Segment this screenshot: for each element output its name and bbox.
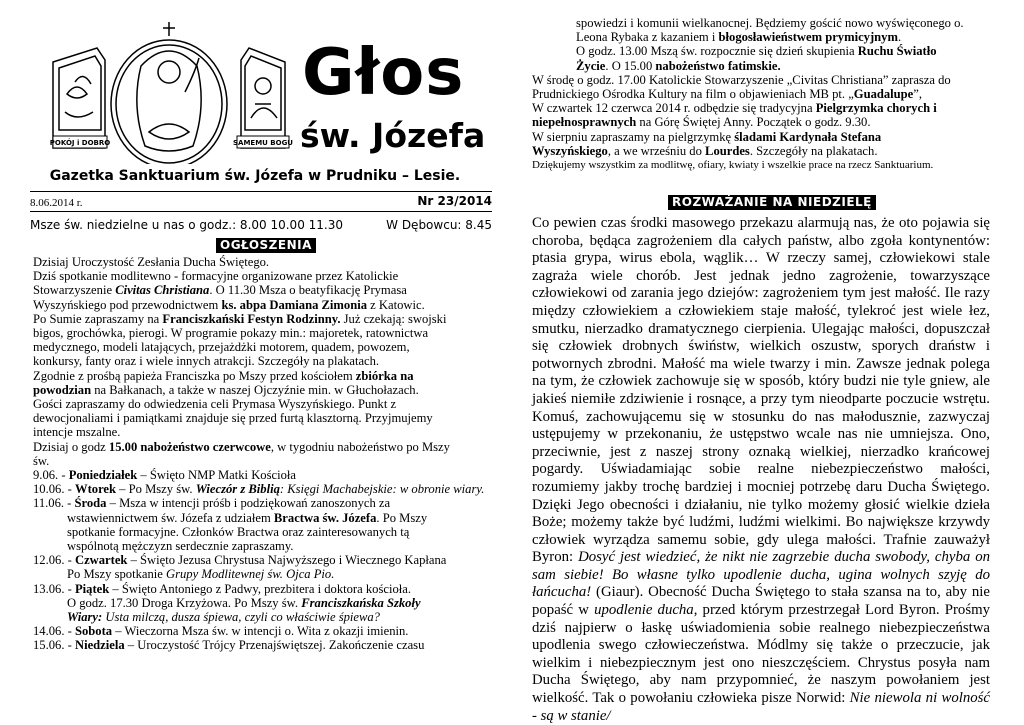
ann-line: medycznego, modeli latających, przejażdżki motorem, quadem, powozem, <box>33 340 410 355</box>
schedule-cont: wstawiennictwem św. Józefa z udziałem Bractwa św. Józefa. Po Mszy <box>67 510 428 525</box>
schedule-item: 9.06. - Poniedziałek – Święto NMP Matki Kościoła <box>33 468 296 483</box>
schedule-cont: wspólnotą mężczyzn serdecznie zapraszamy. <box>67 539 294 554</box>
subtitle: Gazetka Sanktuarium św. Józefa w Prudniku – Lesie. <box>49 168 461 184</box>
announcements-header: OGŁOSZENIA <box>216 238 316 253</box>
ann-line: Prudnickiego Ośrodka Kultury na film o objawieniach MB pt. „Guadalupe”, <box>532 87 923 102</box>
ann-line: Gości zapraszamy do odwiedzenia celi Prymasa Wyszyńskiego. Punkt z <box>33 397 397 412</box>
ann-line: Po Sumie zapraszamy na Franciszkański Festyn Rodzinny. Już czekają: swojski <box>33 311 447 326</box>
ann-line: O godz. 13.00 Mszą św. rozpocznie się dzień skupienia Ruchu Światło <box>576 44 937 59</box>
schedule-cont: Wiary: Usta milczą, dusza śpiewa, czyli co właściwie śpiewa? <box>67 610 380 625</box>
schedule-cont: O godz. 17.30 Droga Krzyżowa. Po Mszy św. Franciszkańska Szkoły <box>67 595 421 610</box>
title-sw-jozefa: św. Józefa <box>300 116 486 155</box>
ann-line: spowiedzi i komunii wielkanocnej. Będziemy gościć nowo wyświęconego o. <box>576 16 964 30</box>
ann-line: Wyszyńskiego pod przewodnictwem ks. abpa Damiana Zimonia z Katowic. <box>33 297 425 312</box>
schedule-item: 14.06. - Sobota – Wieczorna Msza św. w intencji o. Wita z okazji imienin. <box>33 624 409 639</box>
logo-text-left: POKÓJ i DOBRO <box>49 139 111 147</box>
ann-line: intencje mszalne. <box>33 425 121 440</box>
sanctuary-logo <box>45 22 293 164</box>
divider-top <box>30 191 492 192</box>
schedule-item: 15.06. - Niedziela – Uroczystość Trójcy Przenajświętszej. Zakończenie czasu <box>33 638 425 653</box>
title-glos: Głos <box>302 36 465 110</box>
ann-line: dewocjonaliami i pamiątkami znajduje się przed furtą klasztorną. Przyjmujemy <box>33 411 433 426</box>
ann-line: niepełnosprawnych na Górę Świętej Anny. Początek o godz. 9.30. <box>532 115 871 130</box>
schedule-item: 13.06. - Piątek – Święto Antoniego z Padwy, prezbitera i doktora kościoła. <box>33 581 411 596</box>
ann-line: Dziś spotkanie modlitewno - formacyjne organizowane przez Katolickie <box>33 269 399 284</box>
schedule-cont: spotkanie formacyjne. Członków Bractwa oraz zainteresowanych tą <box>67 524 410 539</box>
ann-line: Zgodnie z prośbą papieża Franciszka po Mszy przed kościołem zbiórka na <box>33 368 414 383</box>
schedule-item: 11.06. - Środa – Msza w intencji próśb i podziękowań zanoszonych za <box>33 496 391 511</box>
thanks-line: Dziękujemy wszystkim za modlitwę, ofiary, kwiaty i wszelkie prace na rzecz Sanktuarium. <box>532 159 934 172</box>
reflection-paragraph: Co pewien czas środki masowego przekazu alarmują nas, że oto pojawia się choroba, będąca zagrożeniem dla całych państw, albo zgoła kontynentów: ptasia grypa, wirus ebola, wąglik… W rzeczy samej, człowiekowi stale zagraża wiele chorób. Jest jednak jedno zagrożenie, towarzyszące człowiekowi od zarania jego dziejów: zagrożeniem tym jest małość. Ile razy między człowiekiem a człowiekiem staje małość, tylekroć jest wiele łez, smutku, nierzadko dramatycznego cierpienia. Ulegając małości, dopuszczał się człowiek drobnych świństw, wielkich oszustw, sporych draństw i potwornych zbrodni. Małość ma wiele twarzy i min. Zawsze jednak polega na tym, że człowiek zachowuje się w sposób, który budzi nie tyle gniew, ale jakieś niemiłe zdziwienie i rosnące, a przy tym nieodparte poczucie wstrętu. Komuś, zachowującemu się w stosunku do nas małodusznie, zazwyczaj ustępujemy w przekonaniu, że ustępstwo wcale nas nie umniejsza. Ono, przeciwnie, jest z naszej strony oznaką wielkiej, nierzadko krańcowej pogardy. Uświadamiając sobie realne niebezpieczeństwo małości, rozumiemy jakby trochę bardziej i mocniej potrzebę daru Ducha Świętego. Dzięki Jego obecności i działaniu, nie tylko możemy głosić wielkie dzieła Boże; możemy także być ludźmi, ludźmi wielkimi. Bo największe krzywdy człowiek wyrządza samemu sobie, gdy ulega małości. Trafnie zauważył Byron: Dosyć jest wiedzieć, że nikt nie zagrzebie ducha swobody, chyba on sam siebie! Bo własne tylko upodlenie ducha, ugina wolnych szyję do łańcucha! (Giaur). Obecność Ducha Świętego to stała szansa na to, aby nie popaść w upodlenie ducha, przed którym przestrzegał Lord Byron. Prośmy dziś najpierw o łaskę uświadomienia sobie realnego niebezpieczeństwa upodlenia swego człowieczeństwa. Módlmy się także o przeczucie, jak wielkim i niebezpiecznym jest ono nieszczęściem. Chrystus posyła nam Ducha Świętego, aby nam przypomnieć, że naszym powołaniem jest wielkość. Tak o powołaniu człowieka pisze Norwid: Nie niewola ni wolność - są w stanie/ <box>532 215 990 724</box>
announcements-continued <box>532 16 990 172</box>
schedule-item: 10.06. - Wtorek – Po Mszy św. Wieczór z Biblią: Księgi Machabejskie: w obronie wiary. <box>33 482 485 497</box>
mass-times-debowiec: W Dębowcu: 8.45 <box>386 218 492 232</box>
ann-line: Leona Rybaka z kazaniem i błogosławieństwem prymicyjnym. <box>576 30 902 45</box>
ann-line: W sierpniu zapraszamy na pielgrzymkę śladami Kardynała Stefana <box>532 129 882 144</box>
issue-number: Nr 23/2014 <box>417 194 492 208</box>
ann-line: bigos, grochówka, pierogi. W programie pokazy min.: majoretek, ratownictwa <box>33 326 429 341</box>
ann-line: Dzisiaj o godz 15.00 nabożeństwo czerwcowe, w tygodniu nabożeństwo po Mszy <box>33 439 450 454</box>
ann-line: św. <box>33 453 50 468</box>
ann-line: Wyszyńskiego, a we wrześniu do Lourdes. Szczegóły na plakatach. <box>532 143 878 158</box>
ann-line: Stowarzyszenie Civitas Christiana. O 11.30 Msza o beatyfikację Prymasa <box>33 283 407 298</box>
schedule-cont: Po Mszy spotkanie Grupy Modlitewnej św. Ojca Pio. <box>67 567 335 582</box>
byron-quote: Dosyć jest wiedzieć, że nikt nie zagrzebie ducha swobody, chyba on sam siebie! Bo własne tylko upodlenie ducha, ugina wolnych szyję do łańcucha! <box>532 549 990 601</box>
schedule-item: 12.06. - Czwartek – Święto Jezusa Chrystusa Najwyższego i Wiecznego Kapłana <box>33 553 447 568</box>
ann-line: konkursy, fanty oraz i wiele innych atrakcji. Szczegóły na plakatach. <box>33 354 380 369</box>
reflection-body <box>532 215 990 725</box>
logo-text-right: SAMEMU BOGU <box>232 139 293 147</box>
issue-date: 8.06.2014 r. <box>30 197 83 209</box>
ann-line: W środę o godz. 17.00 Katolickie Stowarzyszenie „Civitas Christiana” zaprasza do <box>532 72 951 87</box>
ann-line: W czwartek 12 czerwca 2014 r. odbędzie się tradycyjna Pielgrzymka chorych i <box>532 101 937 116</box>
divider-mid <box>30 211 492 212</box>
ann-line: Dzisiaj Uroczystość Zesłania Ducha Świętego. <box>33 255 270 269</box>
announcements-body <box>33 255 491 653</box>
mass-times: Msze św. niedzielne u nas o godz.: 8.00 10.00 11.30 <box>30 218 343 232</box>
reflection-header: ROZWAŻANIE NA NIEDZIELĘ <box>668 195 876 210</box>
ann-line: powodzian na Bałkanach, a także w naszej Ojczyźnie min. w Głuchołazach. <box>33 382 419 397</box>
ann-line: Życie. O 15.00 nabożeństwo fatimskie. <box>576 58 781 73</box>
